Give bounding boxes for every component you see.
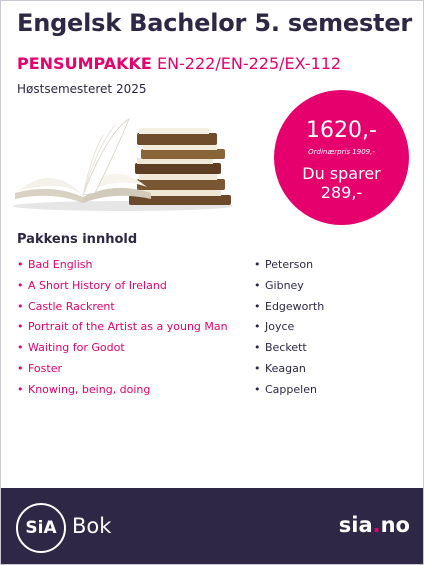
list-item [17,362,228,383]
bullet: • [254,382,261,396]
book-title: Waiting for Godot [28,341,125,355]
list-item [254,362,324,383]
sia-logo-mark: SiA [16,503,66,553]
contents-heading: Pakkens innhold [17,232,138,247]
list-item [17,320,228,341]
ordinary-price: Ordinærpris 1909,- [308,148,375,156]
package-label: PENSUMPAKKE [17,54,152,73]
savings [274,164,409,202]
page-title: Engelsk Bachelor 5. semester [17,9,413,37]
bullet: • [254,361,261,375]
author-list [254,258,324,404]
book-author: Gibney [265,278,304,292]
list-item [254,383,324,404]
savings-label: Du sparer [302,164,381,183]
book-title: Portrait of the Artist as a young Man [28,320,228,334]
book-author: Peterson [265,258,314,271]
website-dot: . [372,513,381,537]
bullet: • [254,278,261,292]
list-item [254,258,324,279]
list-item [17,258,228,279]
bullet: • [17,361,24,375]
package-price: 1620,- [306,118,377,143]
bullet: • [17,258,24,271]
list-item [254,341,324,362]
book-author: Joyce [265,320,295,334]
list-item [17,279,228,300]
bullet: • [17,299,24,313]
price-badge [274,90,409,225]
bullet: • [254,341,261,355]
book-author: Beckett [265,341,307,355]
savings-amount: 289,- [320,183,363,202]
website-tld: no [380,513,410,537]
package-subtitle [17,54,341,73]
bullet: • [17,382,24,396]
semester-label: Høstsemesteret 2025 [17,82,147,96]
website-name: sia [338,513,373,537]
book-title: Bad English [28,258,93,271]
book-author: Keagan [265,361,306,375]
list-item [254,300,324,321]
book-title: Foster [28,361,62,375]
book-author: Cappelen [265,382,317,396]
list-item [17,383,228,404]
bullet: • [17,341,24,355]
website[interactable] [339,512,410,538]
bullet: • [254,258,261,271]
sia-logo-word: Bok [72,514,112,538]
bullet: • [254,299,261,313]
list-item [17,341,228,362]
books-illustration [11,113,236,213]
list-item [254,320,324,341]
book-title: Knowing, being, doing [28,382,151,396]
book-title-list [17,258,228,404]
book-title: Castle Rackrent [28,299,115,313]
course-codes: EN-222/EN-225/EX-112 [156,54,342,73]
bullet: • [17,278,24,292]
book-title: A Short History of Ireland [28,278,167,292]
list-item [17,300,228,321]
book-author: Edgeworth [265,299,325,313]
bullet: • [254,320,261,334]
footer [1,488,423,564]
list-item [254,279,324,300]
bullet: • [17,320,24,334]
